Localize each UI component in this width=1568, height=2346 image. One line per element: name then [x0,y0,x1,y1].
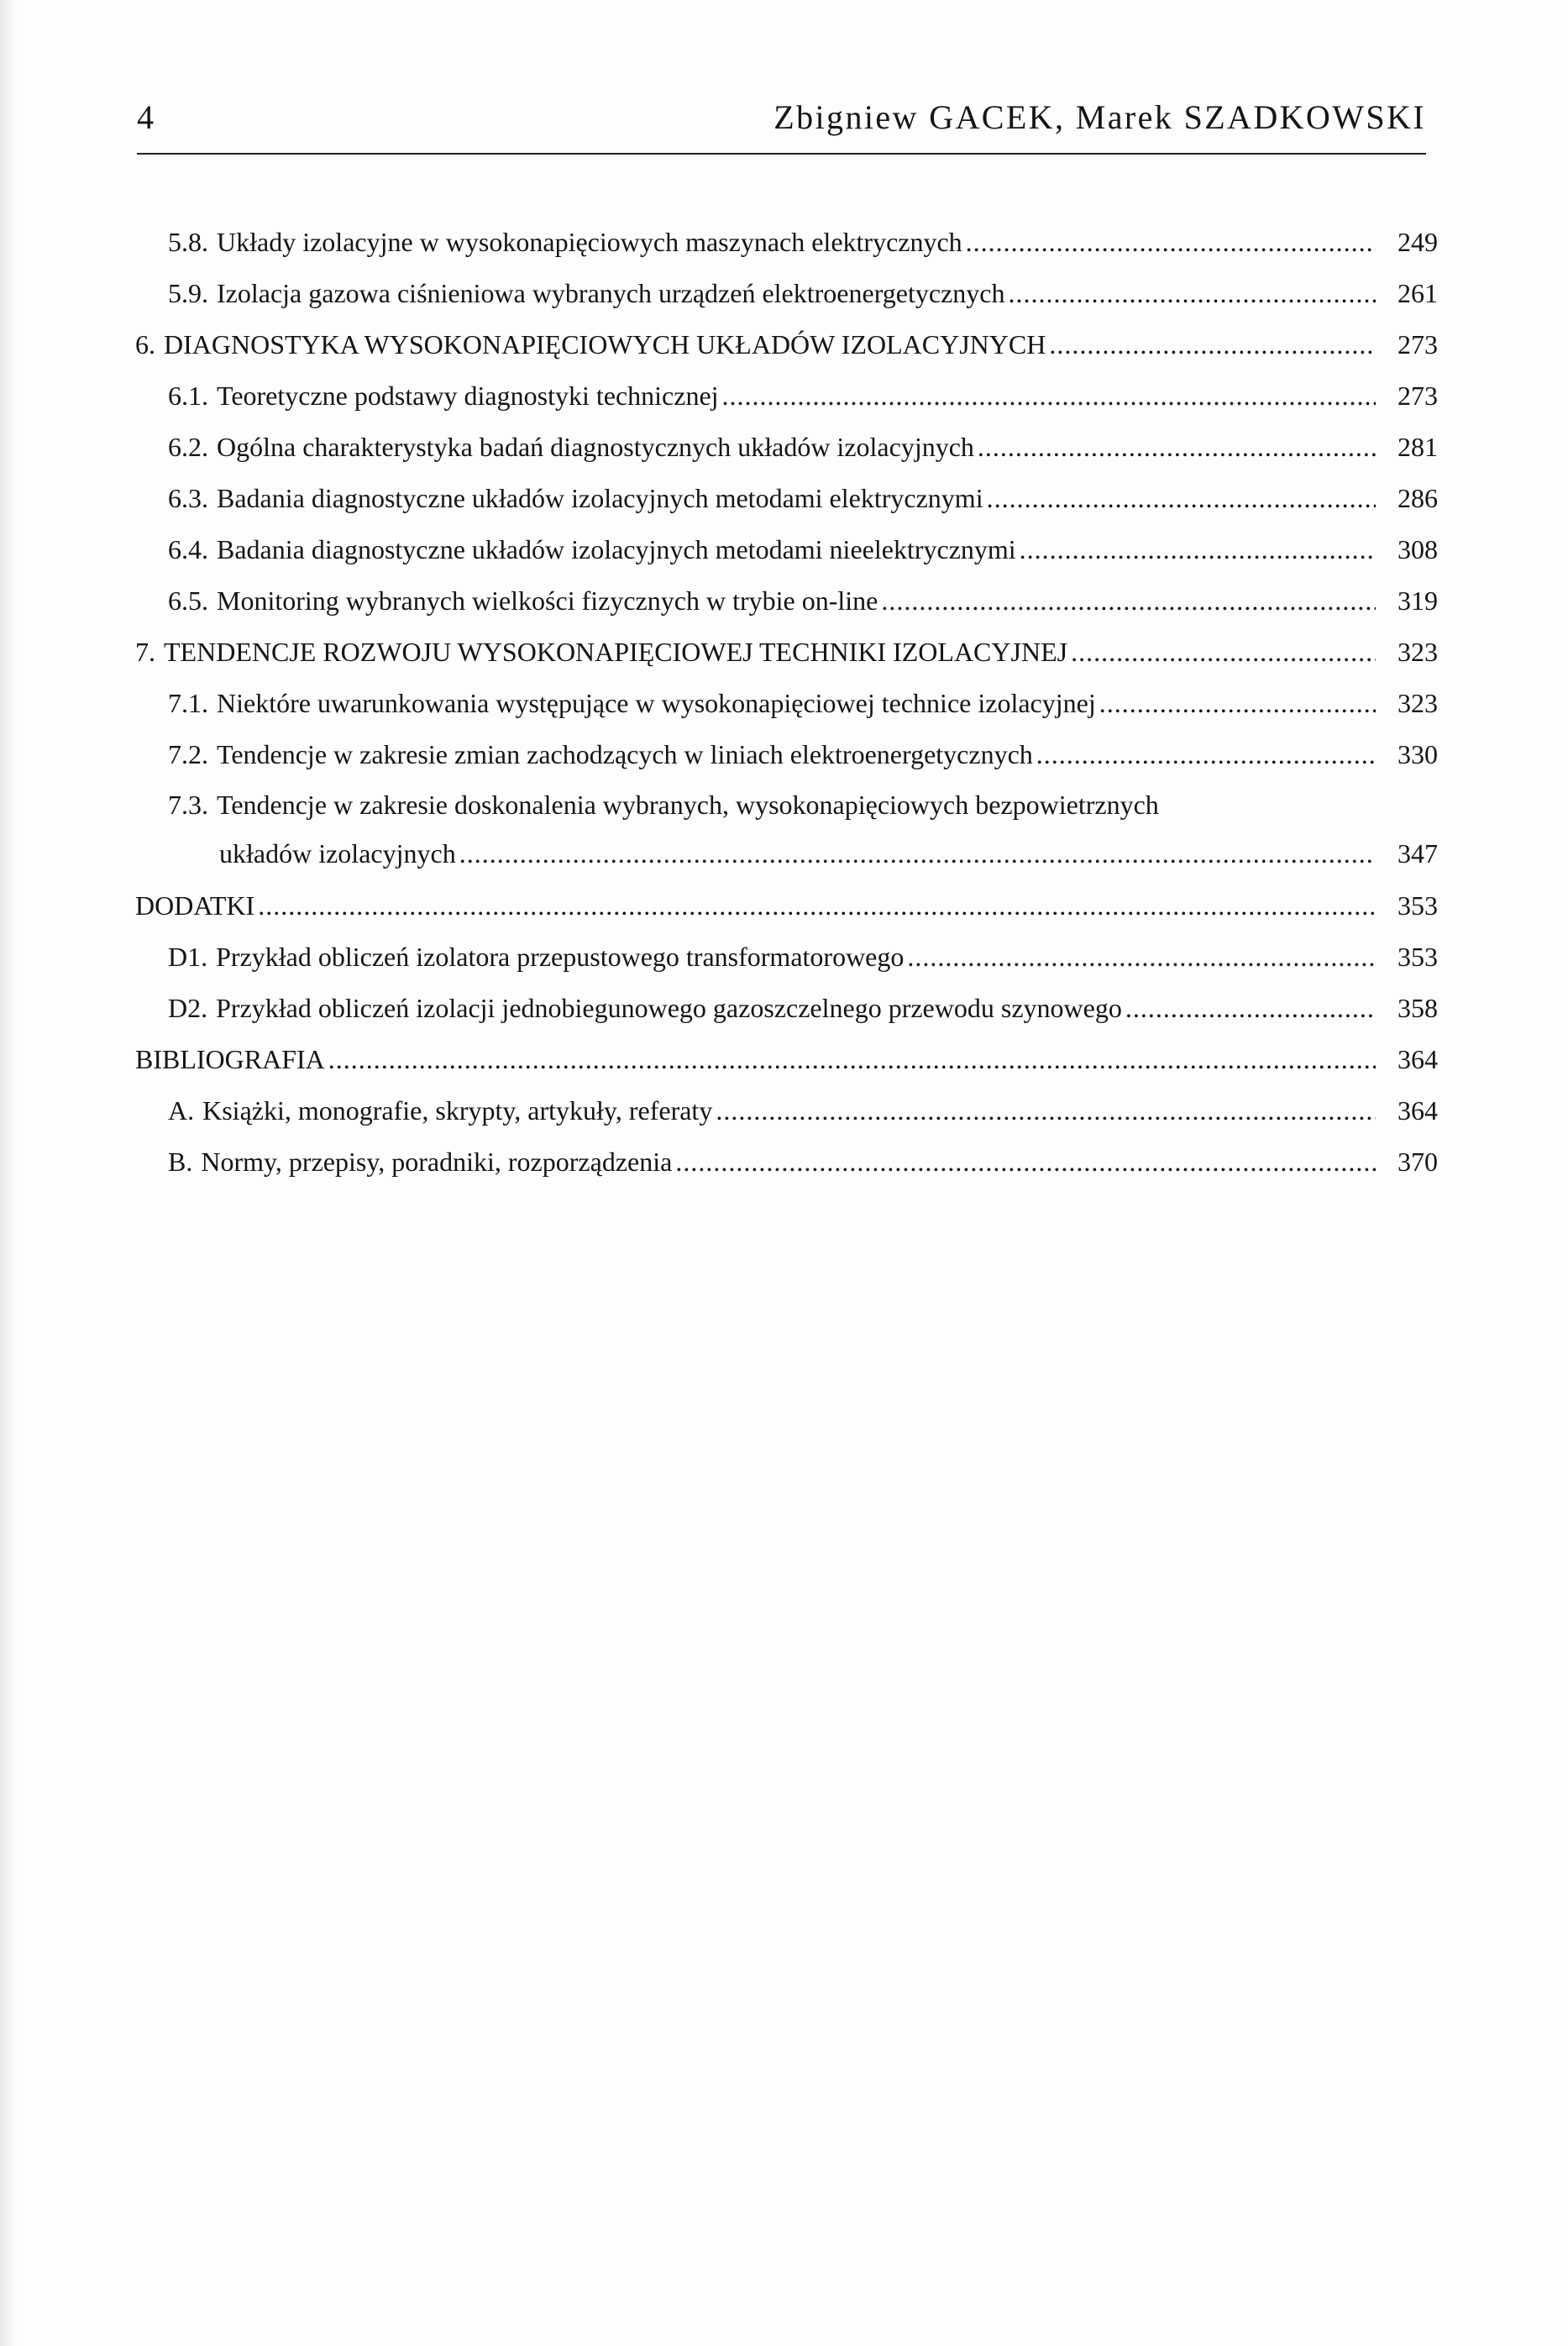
toc-entry-page: 281 [1398,432,1438,462]
toc-entry-title: Normy, przepisy, poradniki, rozporządzenia [201,1147,673,1177]
toc-entry-number: 6.5. [168,585,208,616]
toc-entry-number: 6.4. [168,534,208,564]
toc-entry-title: Badania diagnostyczne układów izolacyjnych metodami nieelektrycznymi [217,534,1016,564]
toc-entry-title: Niektóre uwarunkowania występujące w wysokonapięciowej technice izolacyjnej [217,688,1096,718]
toc-entry-title: BIBLIOGRAFIA [135,1044,325,1074]
toc-entry-6-3 [0,473,1568,524]
toc-entry-bibliografia [0,1034,1568,1085]
toc-entry-page: 323 [1398,637,1438,667]
toc-entry-number: D2. [168,993,208,1023]
toc-entry-title: Teoretyczne podstawy diagnostyki technicznej [217,381,719,411]
toc-entry-title: Izolacja gazowa ciśnieniowa wybranych urządzeń elektroenergetycznych [217,278,1005,308]
toc-entry-number: 7.1. [168,688,208,718]
toc-entry-page: 273 [1398,329,1438,360]
dot-leader [1071,627,1376,678]
toc-entry-7-3 [0,780,1568,880]
toc-entry-number: B. [168,1147,193,1177]
dot-leader [459,829,1376,878]
toc-entry-7-2 [0,729,1568,780]
toc-entry-number: 5.9. [168,278,208,308]
toc-entry-title: Tendencje w zakresie zmian zachodzących w liniach elektroenergetycznych [217,739,1033,769]
toc-entry-title: Tendencje w zakresie doskonalenia wybranych, wysokonapięciowych bezpowietrznych [217,790,1159,820]
toc-entry-title: Układy izolacyjne w wysokonapięciowych maszynach elektrycznych [217,227,962,257]
toc-entry-number: A. [168,1095,195,1126]
toc-entry-title-continuation: układów izolacyjnych [219,838,456,869]
table-of-contents [0,217,1568,1188]
toc-entry-title: Książki, monografie, skrypty, artykuły, referaty [202,1095,713,1126]
dot-leader [966,217,1376,268]
toc-entry-number: D1. [168,942,208,972]
toc-entry-title: Badania diagnostyczne układów izolacyjnych metodami elektrycznymi [217,483,983,513]
dot-leader [987,473,1376,524]
toc-entry-number: 6.2. [168,432,208,462]
toc-entry-page: 364 [1398,1044,1438,1074]
toc-entry-page: 308 [1398,534,1438,564]
page-number: 4 [137,98,154,136]
dot-leader [716,1085,1376,1136]
toc-entry-page: 353 [1398,890,1438,921]
dot-leader [258,880,1376,932]
toc-entry-number: 6. [135,329,155,360]
toc-entry-dodatki [0,880,1568,932]
dot-leader [675,1136,1376,1188]
toc-entry-page: 286 [1398,483,1438,513]
toc-entry-6 [0,319,1568,370]
toc-entry-title: Monitoring wybranych wielkości fizycznych w trybie on-line [217,585,878,616]
dot-leader [1008,268,1376,319]
toc-entry-title: TENDENCJE ROZWOJU WYSOKONAPIĘCIOWEJ TECHNIKI IZOLACYJNEJ [164,637,1068,667]
toc-entry-page: 347 [1398,838,1438,869]
toc-entry-6-5 [0,575,1568,627]
dot-leader [881,575,1376,627]
toc-entry-title: Przykład obliczeń izolacji jednobiegunowego gazoszczelnego przewodu szynowego [216,993,1122,1023]
toc-entry-title: Ogólna charakterystyka badań diagnostycznych układów izolacyjnych [217,432,974,462]
dot-leader [978,422,1376,473]
toc-entry-a [0,1085,1568,1136]
toc-entry-number: 6.1. [168,381,208,411]
toc-entry-number: 7.2. [168,739,208,769]
toc-entry-title: DIAGNOSTYKA WYSOKONAPIĘCIOWYCH UKŁADÓW IZOLACYJNYCH [164,329,1046,360]
toc-entry-number: 5.8. [168,227,208,257]
dot-leader [907,932,1376,983]
page-header [137,92,1426,155]
toc-entry-page: 319 [1398,585,1438,616]
dot-leader [1020,524,1376,575]
toc-entry-b [0,1136,1568,1188]
dot-leader [328,1034,1376,1085]
dot-leader [1036,729,1376,780]
toc-entry-title: Przykład obliczeń izolatora przepustowego transformatorowego [216,942,905,972]
toc-entry-d1 [0,932,1568,983]
toc-entry-7-1 [0,678,1568,729]
dot-leader [1049,319,1376,370]
toc-entry-page: 249 [1398,227,1438,257]
toc-entry-number: 7. [135,637,155,667]
toc-entry-page: 273 [1398,381,1438,411]
toc-entry-d2 [0,983,1568,1034]
dot-leader [1099,678,1376,729]
toc-entry-6-1 [0,370,1568,422]
toc-entry-number: 7.3. [168,790,208,820]
toc-entry-page: 330 [1398,739,1438,769]
toc-entry-6-2 [0,422,1568,473]
toc-entry-page: 353 [1398,942,1438,972]
toc-entry-5-9 [0,268,1568,319]
toc-entry-6-4 [0,524,1568,575]
running-head-authors: Zbigniew GACEK, Marek SZADKOWSKI [774,98,1426,136]
toc-entry-5-8 [0,217,1568,268]
toc-entry-page: 370 [1398,1147,1438,1177]
dot-leader [1125,983,1376,1034]
toc-entry-title: DODATKI [135,890,255,921]
toc-entry-number: 6.3. [168,483,208,513]
toc-entry-page: 358 [1398,993,1438,1023]
toc-entry-7 [0,627,1568,678]
toc-entry-page: 364 [1398,1095,1438,1126]
toc-entry-page: 261 [1398,278,1438,308]
dot-leader [722,370,1376,422]
toc-entry-page: 323 [1398,688,1438,718]
